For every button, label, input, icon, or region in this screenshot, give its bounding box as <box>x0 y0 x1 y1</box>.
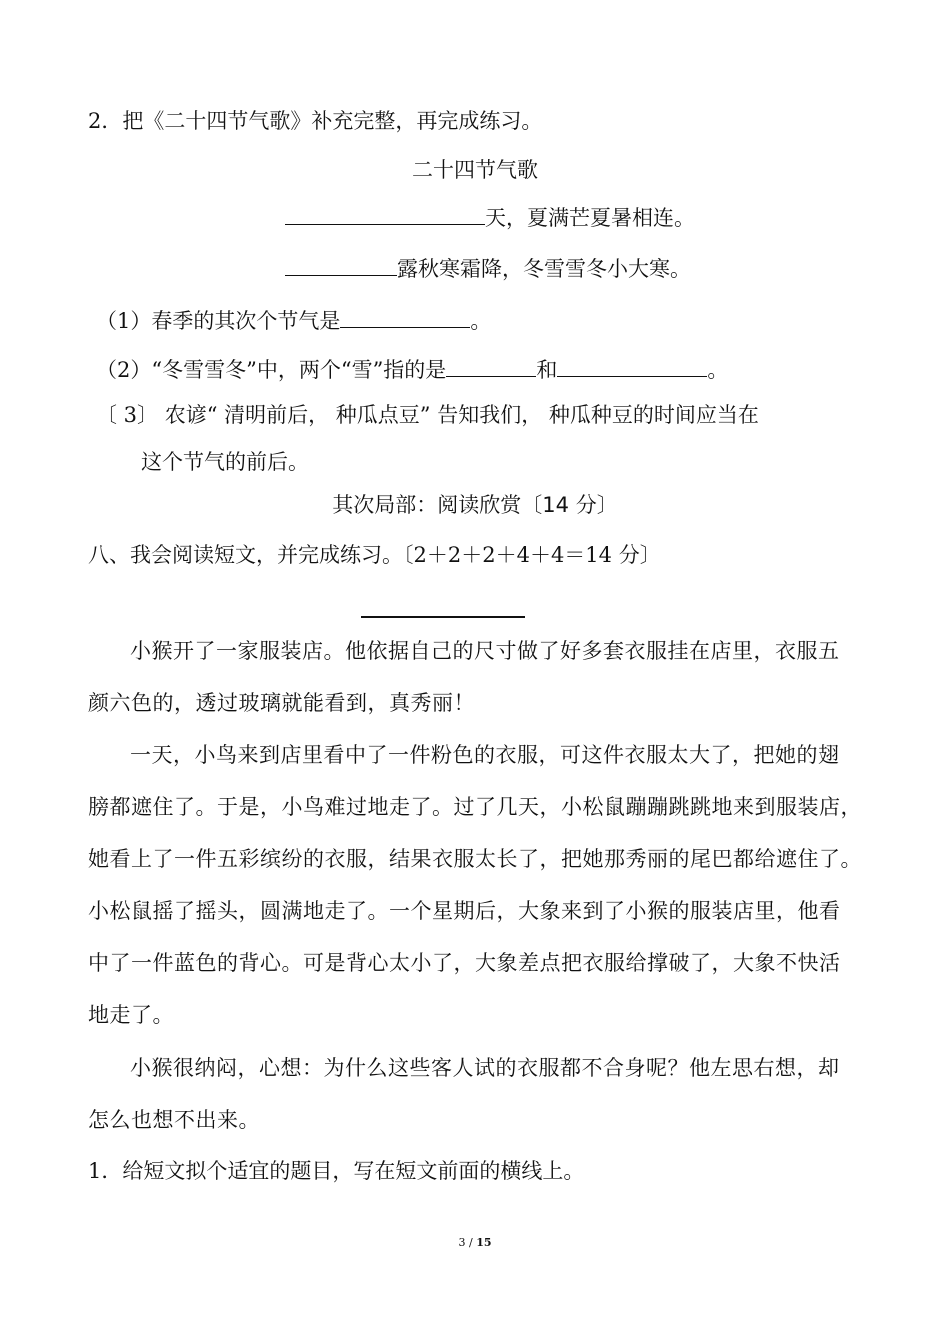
poem-title: 二十四节气歌 <box>412 158 538 182</box>
section2-heading: 其次局部：阅读欣赏〔14 分〕 <box>332 493 618 517</box>
page-sep: / <box>465 1236 477 1249</box>
poem-line-1 <box>285 202 695 233</box>
poem-blank-1[interactable] <box>285 202 485 225</box>
passage-line: 地走了。 <box>88 1003 174 1027</box>
q2-sub2 <box>96 354 728 385</box>
q8-instruction: 八、我会阅读短文，并完成练习。〔2＋2＋2＋4＋4＝14 分〕 <box>88 543 661 567</box>
passage-line: 小松鼠摇了摇头，圆满地走了。一个星期后，大象来到了小猴的服装店里，他看 <box>88 899 841 923</box>
passage-line: 怎么也想不出来。 <box>88 1108 260 1132</box>
passage-line: 一天，小鸟来到店里看中了一件粉色的衣服，可这件衣服太大了，把她的翅 <box>130 743 840 767</box>
passage-line: 中了一件蓝色的背心。可是背心太小了，大象差点把衣服给撑破了，大象不快活 <box>88 951 841 975</box>
q2-prompt: 2．把《二十四节气歌》补充完整，再完成练习。 <box>88 109 543 133</box>
poem-line-2 <box>285 253 691 284</box>
q2-sub2-blank-b[interactable] <box>557 354 707 377</box>
page-current: 3 <box>458 1236 466 1249</box>
passage-line: 颜六色的，透过玻璃就能看到，真秀丽！ <box>88 691 475 715</box>
poem-line-2-text: 露秋寒霜降，冬雪雪冬小大寒。 <box>397 257 691 281</box>
q2-sub1-text: （1）春季的其次个节气是 <box>96 309 341 333</box>
passage-title-blank[interactable] <box>361 616 525 618</box>
q1-prompt: 1．给短文拟个适宜的题目，写在短文前面的横线上。 <box>88 1159 585 1183</box>
q2-sub1-end: 。 <box>470 309 492 333</box>
q2-sub2-mid: 和 <box>536 358 558 382</box>
q2-sub2-blank-a[interactable] <box>446 354 536 377</box>
poem-line-1-text: 天，夏满芒夏暑相连。 <box>485 206 695 230</box>
q2-sub2-text: （2）“冬雪雪冬”中，两个“雪”指的是 <box>96 358 447 382</box>
q2-sub3-line1: 〔 3〕 农谚“ 清明前后， 种瓜点豆” 告知我们， 种瓜种豆的时间应当在 <box>96 403 759 427</box>
passage-line: 膀都遮住了。于是，小鸟难过地走了。过了几天，小松鼠蹦蹦跳跳地来到服装店， <box>88 795 862 819</box>
q2-sub1 <box>96 305 491 336</box>
poem-blank-2[interactable] <box>285 253 397 276</box>
passage-line: 小猴开了一家服装店。他依据自己的尺寸做了好多套衣服挂在店里，衣服五 <box>130 639 840 663</box>
passage-line: 她看上了一件五彩缤纷的衣服，结果衣服太长了，把她那秀丽的尾巴都给遮住了。 <box>88 847 862 871</box>
q2-sub3-line2: 这个节气的前后。 <box>141 450 309 474</box>
page-number <box>0 1236 950 1249</box>
q2-sub1-blank[interactable] <box>340 305 470 328</box>
page-total: 15 <box>476 1236 492 1249</box>
q2-sub2-end: 。 <box>707 358 729 382</box>
passage-line: 小猴很纳闷，心想：为什么这些客人试的衣服都不合身呢？他左思右想，却 <box>130 1056 840 1080</box>
